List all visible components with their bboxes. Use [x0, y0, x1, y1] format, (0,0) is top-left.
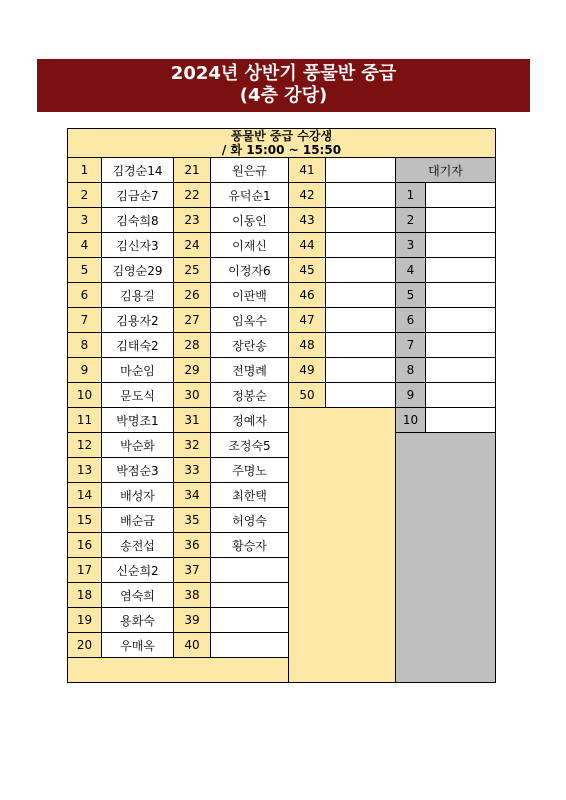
- student-name: 염숙희: [102, 583, 174, 608]
- student-name: [326, 158, 396, 183]
- waitlist-number: 5: [396, 283, 426, 308]
- student-name: 박점순3: [102, 458, 174, 483]
- waitlist-number: 6: [396, 308, 426, 333]
- row-number: 8: [68, 333, 102, 358]
- student-name: 김용길: [102, 283, 174, 308]
- row-number: 22: [174, 183, 211, 208]
- table-row: [68, 333, 496, 358]
- student-name: 이정자6: [211, 258, 289, 283]
- waitlist-name: [426, 408, 496, 433]
- student-name: 배순금: [102, 508, 174, 533]
- table-header-row: [68, 129, 496, 158]
- student-name: [326, 333, 396, 358]
- student-name: [326, 258, 396, 283]
- student-name: [211, 558, 289, 583]
- table-row: [68, 408, 496, 433]
- student-name: 박명조1: [102, 408, 174, 433]
- student-name: 김금순7: [102, 183, 174, 208]
- row-number: 50: [289, 383, 326, 408]
- row-number: 20: [68, 633, 102, 658]
- row-number: 48: [289, 333, 326, 358]
- student-name: 원은규: [211, 158, 289, 183]
- row-number: 12: [68, 433, 102, 458]
- row-number: 26: [174, 283, 211, 308]
- student-name: 전명례: [211, 358, 289, 383]
- waitlist-name: [426, 208, 496, 233]
- table-row: [68, 358, 496, 383]
- row-number: 27: [174, 308, 211, 333]
- table-row: [68, 158, 496, 183]
- waitlist-name: [426, 258, 496, 283]
- student-name: 김태숙2: [102, 333, 174, 358]
- row-number: 23: [174, 208, 211, 233]
- row-number: 6: [68, 283, 102, 308]
- table-header: [68, 129, 496, 158]
- row-number: 18: [68, 583, 102, 608]
- student-name: 박순화: [102, 433, 174, 458]
- student-name: 신순희2: [102, 558, 174, 583]
- row-number: 36: [174, 533, 211, 558]
- header-title: 풍물반 중급 수강생: [230, 129, 333, 143]
- row-number: 45: [289, 258, 326, 283]
- row-number: 41: [289, 158, 326, 183]
- row-number: 43: [289, 208, 326, 233]
- table-footer: [68, 658, 289, 683]
- student-name: 김신자3: [102, 233, 174, 258]
- student-name: 조정숙5: [211, 433, 289, 458]
- waitlist-number: 1: [396, 183, 426, 208]
- row-number: 3: [68, 208, 102, 233]
- row-number: 7: [68, 308, 102, 333]
- student-name: 이재신: [211, 233, 289, 258]
- student-name: 김숙희8: [102, 208, 174, 233]
- student-name: [326, 233, 396, 258]
- row-number: 17: [68, 558, 102, 583]
- table-row: [68, 283, 496, 308]
- student-name: 최한택: [211, 483, 289, 508]
- student-name: [211, 608, 289, 633]
- waitlist-name: [426, 383, 496, 408]
- row-number: 16: [68, 533, 102, 558]
- waitlist-header: 대기자: [396, 158, 496, 183]
- row-number: 15: [68, 508, 102, 533]
- student-name: 김영순29: [102, 258, 174, 283]
- student-name: [326, 208, 396, 233]
- row-number: 39: [174, 608, 211, 633]
- student-name: [326, 183, 396, 208]
- waitlist-name: [426, 283, 496, 308]
- student-name: [211, 583, 289, 608]
- row-number: 25: [174, 258, 211, 283]
- waitlist-name: [426, 333, 496, 358]
- student-name: 정예자: [211, 408, 289, 433]
- row-number: 42: [289, 183, 326, 208]
- row-number: 30: [174, 383, 211, 408]
- row-number: 1: [68, 158, 102, 183]
- student-name: 이판백: [211, 283, 289, 308]
- waitlist-number: 8: [396, 358, 426, 383]
- student-name: 배성자: [102, 483, 174, 508]
- row-number: 34: [174, 483, 211, 508]
- student-name: 마순임: [102, 358, 174, 383]
- waitlist-name: [426, 308, 496, 333]
- table-row: [68, 383, 496, 408]
- table-row: [68, 183, 496, 208]
- row-number: 5: [68, 258, 102, 283]
- table-row: [68, 433, 496, 458]
- row-number: 31: [174, 408, 211, 433]
- header-schedule: / 화 15:00 ~ 15:50: [221, 143, 342, 157]
- waitlist-number: 4: [396, 258, 426, 283]
- student-name: [211, 633, 289, 658]
- title-line-1: 2024년 상반기 풍물반 중급: [170, 63, 397, 84]
- table-row: [68, 208, 496, 233]
- student-name: 임옥수: [211, 308, 289, 333]
- row-number: 37: [174, 558, 211, 583]
- waitlist-empty-area: [396, 433, 496, 683]
- row-number: 9: [68, 358, 102, 383]
- student-name: [326, 358, 396, 383]
- waitlist-number: 7: [396, 333, 426, 358]
- student-name: 이동인: [211, 208, 289, 233]
- row-number: 10: [68, 383, 102, 408]
- row-number: 14: [68, 483, 102, 508]
- waitlist-number: 3: [396, 233, 426, 258]
- table-row: [68, 233, 496, 258]
- student-name: 주명노: [211, 458, 289, 483]
- row-number: 38: [174, 583, 211, 608]
- row-number: 13: [68, 458, 102, 483]
- student-name: 정봉순: [211, 383, 289, 408]
- row-number: 44: [289, 233, 326, 258]
- waitlist-name: [426, 358, 496, 383]
- student-name: 황승자: [211, 533, 289, 558]
- waitlist-number: 9: [396, 383, 426, 408]
- row-number: 28: [174, 333, 211, 358]
- row-number: 29: [174, 358, 211, 383]
- row-number: 32: [174, 433, 211, 458]
- student-name: 유덕순1: [211, 183, 289, 208]
- waitlist-name: [426, 233, 496, 258]
- student-name: [326, 308, 396, 333]
- waitlist-number: 10: [396, 408, 426, 433]
- student-name: 문도식: [102, 383, 174, 408]
- row-number: 21: [174, 158, 211, 183]
- row-number: 46: [289, 283, 326, 308]
- student-name: 김용자2: [102, 308, 174, 333]
- table-row: [68, 258, 496, 283]
- student-name: 용화숙: [102, 608, 174, 633]
- row-number: 35: [174, 508, 211, 533]
- waitlist-name: [426, 183, 496, 208]
- row-number: 2: [68, 183, 102, 208]
- title-banner: [37, 59, 530, 112]
- student-name: 송전섭: [102, 533, 174, 558]
- waitlist-number: 2: [396, 208, 426, 233]
- title-line-2: (4층 강당): [239, 85, 328, 106]
- row-number: 11: [68, 408, 102, 433]
- row-number: 40: [174, 633, 211, 658]
- student-name: 우매옥: [102, 633, 174, 658]
- student-name: 장란송: [211, 333, 289, 358]
- row-number: 19: [68, 608, 102, 633]
- student-roster-table: [67, 128, 496, 683]
- student-name: 김경순14: [102, 158, 174, 183]
- student-name: 허영숙: [211, 508, 289, 533]
- row-number: 4: [68, 233, 102, 258]
- row-number: 24: [174, 233, 211, 258]
- row-number: 49: [289, 358, 326, 383]
- row-number: 33: [174, 458, 211, 483]
- table-row: [68, 308, 496, 333]
- student-name: [326, 383, 396, 408]
- row-number: 47: [289, 308, 326, 333]
- student-name: [326, 283, 396, 308]
- empty-area: [289, 408, 396, 683]
